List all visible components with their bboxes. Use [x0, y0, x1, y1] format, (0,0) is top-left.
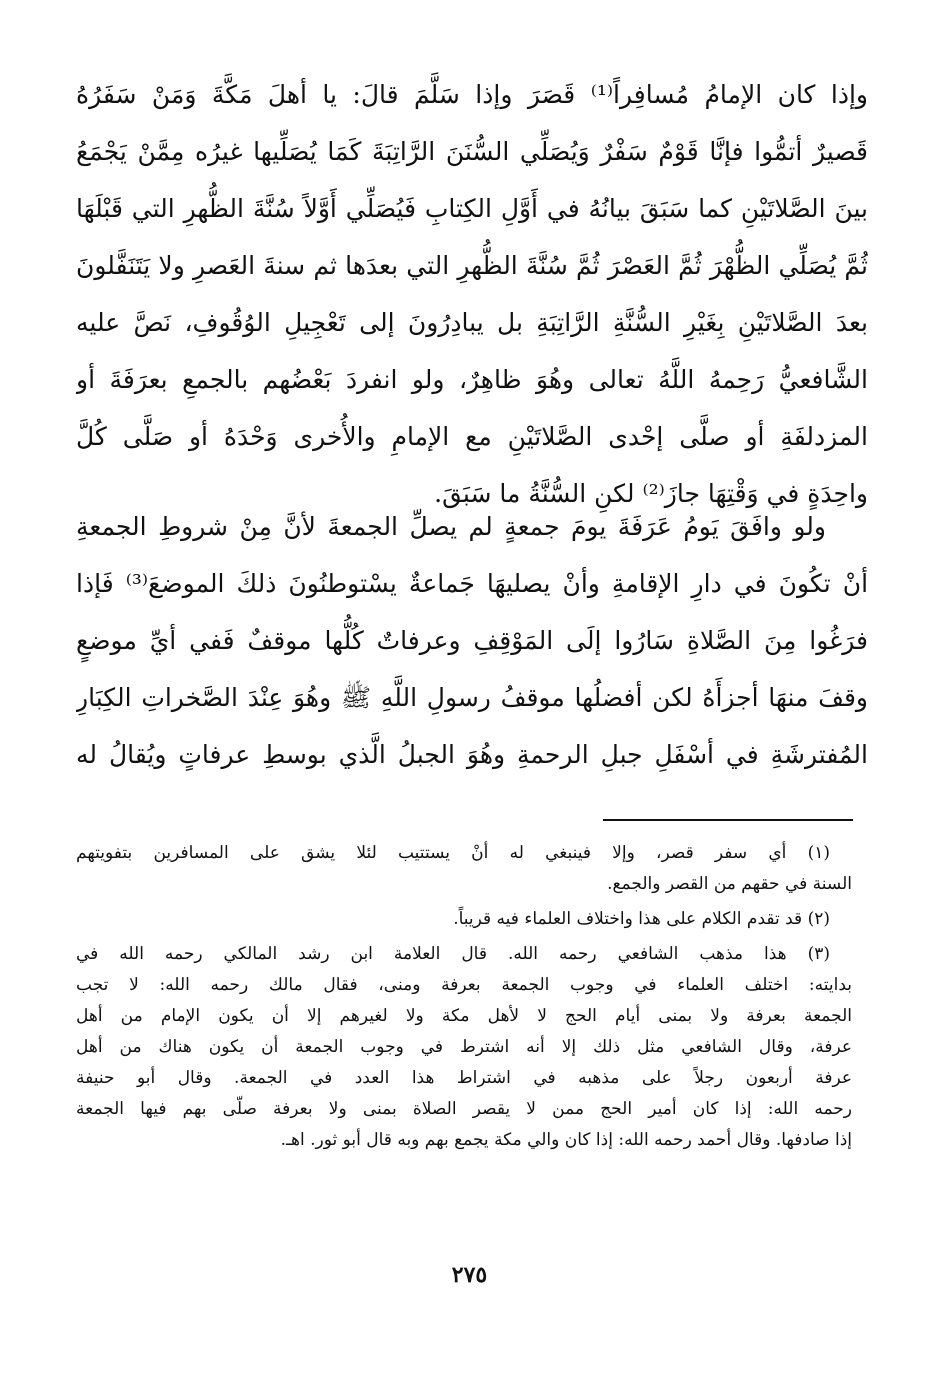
footnote-line: عرفة، وقال الشافعي مثل ذلك إلا أنه اشترط في وجوب الجمعة أن يكون هناك من أهل	[76, 1037, 852, 1057]
footnote-line: بدايته: اختلف العلماء في وجوب الجمعة بعرفة ومنى، فقال مالك رحمه الله: لا تجب	[76, 975, 852, 995]
footnote-separator	[603, 819, 853, 821]
footnote-line: عرفة أربعون رجلاً على مذهبه في اشتراط هذا العدد في الجمعة. وقال أبو حنيفة	[76, 1068, 852, 1088]
footnote-line: (١) أي سفر قصر، وإلا فينبغي له أنْ يستتيب لئلا يشق على المسافرين بتفويتهم	[76, 843, 831, 863]
text-line: ثُمَّ يُصَلِّي الظُّهْرَ ثُمَّ العَصْرَ ثُمَّ سُنَّةَ الظُّهرِ التي بعدَها ثم سنةَ العَصرِ ولا يَتَنَفَّلونَ	[76, 251, 868, 280]
text-line: المُفترشَةِ في أسْفَلِ جبلِ الرحمةِ وهُوَ الجبلُ الَّذي بوسطِ عرفاتٍ ويُقالُ له	[76, 740, 868, 769]
footnote-line: (٣) هذا مذهب الشافعي رحمه الله. قال العلامة ابن رشد المالكي رحمه الله في	[76, 944, 830, 964]
main-paragraph-1	[76, 66, 868, 522]
footnotes	[76, 838, 852, 1160]
footnote-3	[76, 939, 852, 1156]
footnote-line: (٢) قد تقدم الكلام على هذا واختلاف العلماء فيه قريباً.	[453, 909, 830, 929]
text-line: بينَ الصَّلاتَيْنِ كما سَبَقَ بيانُهُ في أَوَّلِ الكِتابِ فَيُصَلِّي أَوَّلاً سُنَّةَ الظُّهرِ التي قَبْلَهَا	[76, 194, 868, 223]
footnote-2	[76, 904, 852, 935]
text-line: واحِدَةٍ في وَقْتِهَا جازَ⁽²⁾ لكنِ السُّنَّةُ ما سَبَقَ.	[434, 479, 868, 508]
footnote-line: الجمعة بعرفة ولا بمنى أيام الحج لا لأهل مكة ولا لغيرهم إلا أن يكون الإمام من أهل	[76, 1006, 852, 1026]
footnote-line: رحمه الله: إذا كان أمير الحج ممن لا يقصر الصلاة بمنى ولا بعرفة صلّى بهم فيها الجمعة	[76, 1099, 852, 1119]
text-line: قَصيرٌ أتمُّوا فإنَّا قَوْمٌ سَفْرٌ وَيُصَلِّي السُّنَنَ الرَّاتِبَةَ كَمَا يُصَلِّيها غيرُه مِمَّنْ يَجْمَعُ	[76, 137, 868, 166]
footnote-line: السنة في حقهم من القصر والجمع.	[607, 874, 852, 894]
page-number: ٢٧٥	[451, 1262, 488, 1288]
text-line: فرَغُوا مِنَ الصَّلاةِ سَارُوا إلَى المَوْقِفِ وعرفاتٌ كُلُّها موقفٌ فَفي أيِّ موضعٍ	[76, 626, 868, 655]
footnote-line: إذا صادفها. وقال أحمد رحمه الله: إذا كان والي مكة يجمع بهم وبه قال أبو ثور. اهـ.	[280, 1130, 852, 1150]
text-line: بعدَ الصَّلاتَيْنِ بِغَيْرِ السُّنَّةِ الرَّاتِبَةِ بل يبادِرُونَ إلى تَعْجِيلِ الوُقُوفِ، نَصَّ عليه	[76, 308, 868, 337]
text-line: أنْ تكُونَ في دارِ الإقامةِ وأنْ يصليهَا جَماعةٌ يسْتوطنُونَ ذلكَ الموضعَ⁽³⁾ فَإذا	[76, 569, 868, 598]
text-line: وإذا كان الإمامُ مُسافِراً⁽¹⁾ قَصَرَ وإذا سَلَّمَ قالَ: يا أهلَ مَكَّةَ وَمَنْ سَفَرُهُ	[76, 80, 868, 109]
main-paragraph-2	[76, 498, 868, 783]
text-line: الشَّافعيُّ رَحِمهُ اللَّهُ تعالى وهُوَ ظاهِرٌ، ولو انفردَ بَعْضُهم بالجمعِ بعرَفَةَ أو	[76, 365, 868, 394]
text-line: وقفَ منهَا أجزأَهُ لكن أفضلُها موقفُ رسولِ اللَّهِ ﷺ وهُوَ عِنْدَ الصَّخراتِ الكِبَارِ	[76, 683, 868, 712]
text-line: المزدلفَةِ أو صلَّى إحْدى الصَّلاتَيْنِ مع الإمامِ والأُخرى وَحْدَهُ أو صَلَّى كُلَّ	[76, 422, 868, 451]
text-line: ولو وافَقَ يَومُ عَرَفَةَ يومَ جمعةٍ لم يصلِّ الجمعةَ لأنَّ مِنْ شروطِ الجمعةِ	[76, 512, 826, 541]
footnote-1	[76, 838, 852, 900]
